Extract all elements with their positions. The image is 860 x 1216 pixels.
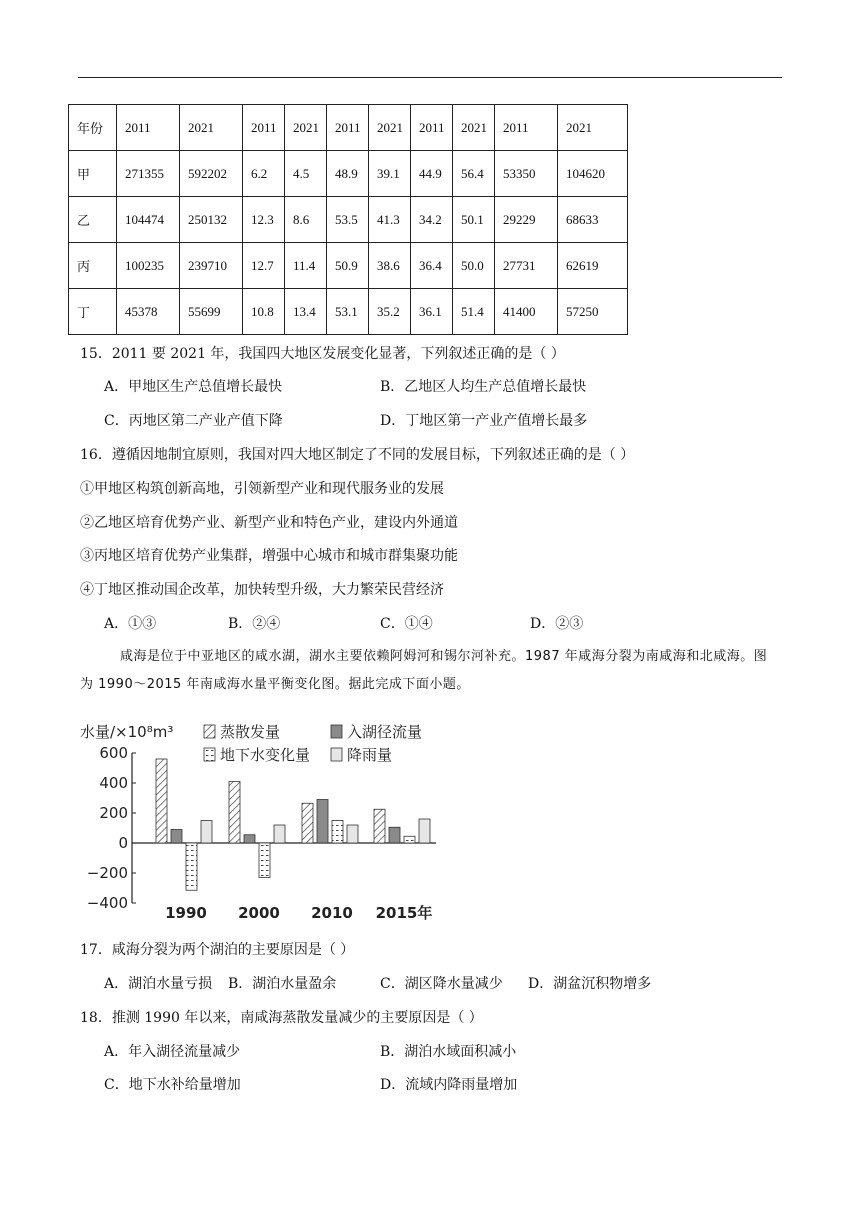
- table-cell: 239710: [180, 243, 243, 289]
- x-tick-label: 2010: [311, 904, 353, 922]
- q15-option-c[interactable]: C．丙地区第二产业产值下降: [104, 413, 283, 429]
- evapotranspiration-bar: [302, 803, 313, 843]
- rainfall-bar: [274, 825, 285, 843]
- q16-option-a[interactable]: A．①③: [104, 616, 157, 632]
- table-cell: 44.9: [411, 151, 453, 197]
- table-header-cell: 2011: [243, 105, 285, 151]
- y-tick-label: 200: [99, 804, 128, 822]
- table-cell: 11.4: [285, 243, 327, 289]
- evapotranspiration-bar: [156, 759, 167, 843]
- q16-option-c[interactable]: C．①④: [380, 616, 433, 632]
- header-rule: [78, 77, 782, 78]
- passage: [80, 643, 780, 699]
- rainfall-bar: [347, 825, 358, 843]
- y-tick-label: 400: [99, 774, 128, 792]
- table-cell: 12.3: [243, 197, 285, 243]
- groundwater-change-bar: [186, 843, 197, 890]
- table-header-cell: 2021: [453, 105, 495, 151]
- water-balance-chart: [70, 718, 450, 928]
- x-tick-label: 2015年: [375, 904, 433, 922]
- table-cell: 50.9: [327, 243, 369, 289]
- q15-option-b[interactable]: B．乙地区人均生产总值增长最快: [380, 379, 587, 395]
- evapotranspiration-bar: [229, 782, 240, 844]
- table-cell: 29229: [495, 197, 558, 243]
- q18-option-a[interactable]: A．年入湖径流量减少: [104, 1044, 241, 1060]
- legend-swatch: [331, 748, 342, 761]
- table-cell: 35.2: [369, 289, 411, 335]
- q16-statement-2: ②乙地区培育优势产业、新型产业和特色产业，建设内外通道: [80, 515, 458, 531]
- table-cell: 56.4: [453, 151, 495, 197]
- q16-statement-4: ④丁地区推动国企改革，加快转型升级，大力繁荣民营经济: [80, 582, 444, 598]
- passage-text: 咸海是位于中亚地区的咸水湖，湖水主要依赖阿姆河和锡尔河补充。1987 年咸海分裂为南咸海和北咸海。图为 1990～2015 年南咸海水量平衡变化图。据此完成下面小题。: [80, 649, 768, 692]
- table-header-cell: 2021: [180, 105, 243, 151]
- q16-statement-3: ③丙地区培育优势产业集群，增强中心城市和城市群集聚功能: [80, 548, 458, 564]
- table-cell: 41.3: [369, 197, 411, 243]
- q16-statement-1: ①甲地区构筑创新高地，引领新型产业和现代服务业的发展: [80, 481, 444, 497]
- q17-option-c[interactable]: C．湖区降水量减少: [380, 976, 503, 992]
- table-cell: 51.4: [453, 289, 495, 335]
- q18-stem: 18．推测 1990 年以来，南咸海蒸散发量减少的主要原因是（ ）: [80, 1010, 483, 1026]
- table-header-row: [69, 105, 628, 151]
- table-cell: 50.1: [453, 197, 495, 243]
- y-axis-label: 水量/×10⁸m³: [80, 723, 174, 741]
- table-header-cell: 2011: [117, 105, 180, 151]
- q15-option-d[interactable]: D．丁地区第一产业产值增长最多: [380, 413, 588, 429]
- legend-label: 入湖径流量: [347, 723, 423, 741]
- table-cell: 48.9: [327, 151, 369, 197]
- table-row: [69, 243, 628, 289]
- table-cell: 53.1: [327, 289, 369, 335]
- table-header-cell: 年份: [69, 105, 117, 151]
- y-tick-label: 0: [118, 834, 128, 852]
- table-cell: 27731: [495, 243, 558, 289]
- table-cell: 68633: [558, 197, 628, 243]
- q18-option-b[interactable]: B．湖泊水域面积减小: [380, 1044, 517, 1060]
- table-cell: 53350: [495, 151, 558, 197]
- table-cell: 34.2: [411, 197, 453, 243]
- table-cell: 104474: [117, 197, 180, 243]
- table-cell: 53.5: [327, 197, 369, 243]
- q16-option-b[interactable]: B．②④: [228, 616, 281, 632]
- table-cell: 39.1: [369, 151, 411, 197]
- table-header-cell: 2011: [411, 105, 453, 151]
- rainfall-bar: [419, 819, 430, 843]
- table-region-cell: 丙: [69, 243, 117, 289]
- x-tick-label: 1990: [165, 904, 207, 922]
- legend-swatch: [331, 725, 342, 738]
- inflow-runoff-bar: [317, 800, 328, 844]
- table-cell: 10.8: [243, 289, 285, 335]
- table-row: [69, 289, 628, 335]
- groundwater-change-bar: [404, 836, 415, 843]
- y-tick-label: 600: [99, 744, 128, 762]
- table-region-cell: 乙: [69, 197, 117, 243]
- y-tick-label: −400: [86, 894, 128, 912]
- table-header-cell: 2021: [369, 105, 411, 151]
- table-row: [69, 197, 628, 243]
- legend-label: 地下水变化量: [220, 746, 311, 764]
- q17-option-d[interactable]: D．湖盆沉积物增多: [528, 976, 652, 992]
- legend-swatch: [204, 748, 215, 761]
- table-cell: 38.6: [369, 243, 411, 289]
- q17-option-b[interactable]: B．湖泊水量盈余: [228, 976, 337, 992]
- q15-stem: 15．2011 要 2021 年，我国四大地区发展变化显著，下列叙述正确的是（ ）: [80, 346, 565, 362]
- legend-label: 降雨量: [347, 746, 393, 764]
- inflow-runoff-bar: [389, 827, 400, 843]
- table-header-cell: 2011: [495, 105, 558, 151]
- table-cell: 36.4: [411, 243, 453, 289]
- table-cell: 50.0: [453, 243, 495, 289]
- groundwater-change-bar: [332, 821, 343, 844]
- q15-option-a[interactable]: A．甲地区生产总值增长最快: [104, 379, 283, 395]
- table-header-cell: 2021: [558, 105, 628, 151]
- data-table: [68, 104, 628, 335]
- q18-option-c[interactable]: C．地下水补给量增加: [104, 1077, 241, 1093]
- table-cell: 8.6: [285, 197, 327, 243]
- table-header-cell: 2021: [285, 105, 327, 151]
- table-cell: 12.7: [243, 243, 285, 289]
- table-cell: 41400: [495, 289, 558, 335]
- table-cell: 45378: [117, 289, 180, 335]
- table-cell: 62619: [558, 243, 628, 289]
- table-region-cell: 甲: [69, 151, 117, 197]
- legend-swatch: [204, 725, 215, 738]
- table-cell: 271355: [117, 151, 180, 197]
- table-region-cell: 丁: [69, 289, 117, 335]
- q17-stem: 17．咸海分裂为两个湖泊的主要原因是（ ）: [80, 942, 355, 958]
- table-cell: 100235: [117, 243, 180, 289]
- evapotranspiration-bar: [374, 809, 385, 843]
- table-cell: 6.2: [243, 151, 285, 197]
- table-cell: 36.1: [411, 289, 453, 335]
- q16-stem: 16．遵循因地制宜原则，我国对四大地区制定了不同的发展目标，下列叙述正确的是（ ）: [80, 447, 635, 463]
- table-cell: 55699: [180, 289, 243, 335]
- q16-option-d[interactable]: D．②③: [530, 616, 584, 632]
- table-cell: 57250: [558, 289, 628, 335]
- table-cell: 13.4: [285, 289, 327, 335]
- groundwater-change-bar: [259, 843, 270, 878]
- table-row: [69, 151, 628, 197]
- table-cell: 250132: [180, 197, 243, 243]
- inflow-runoff-bar: [244, 835, 255, 843]
- inflow-runoff-bar: [171, 830, 182, 844]
- rainfall-bar: [201, 821, 212, 844]
- y-tick-label: −200: [86, 864, 128, 882]
- table-cell: 592202: [180, 151, 243, 197]
- q18-option-d[interactable]: D．流域内降雨量增加: [380, 1077, 518, 1093]
- table-cell: 104620: [558, 151, 628, 197]
- x-tick-label: 2000: [238, 904, 280, 922]
- table-header-cell: 2011: [327, 105, 369, 151]
- table-cell: 4.5: [285, 151, 327, 197]
- q17-option-a[interactable]: A．湖泊水量亏损: [104, 976, 213, 992]
- legend-label: 蒸散发量: [220, 723, 281, 741]
